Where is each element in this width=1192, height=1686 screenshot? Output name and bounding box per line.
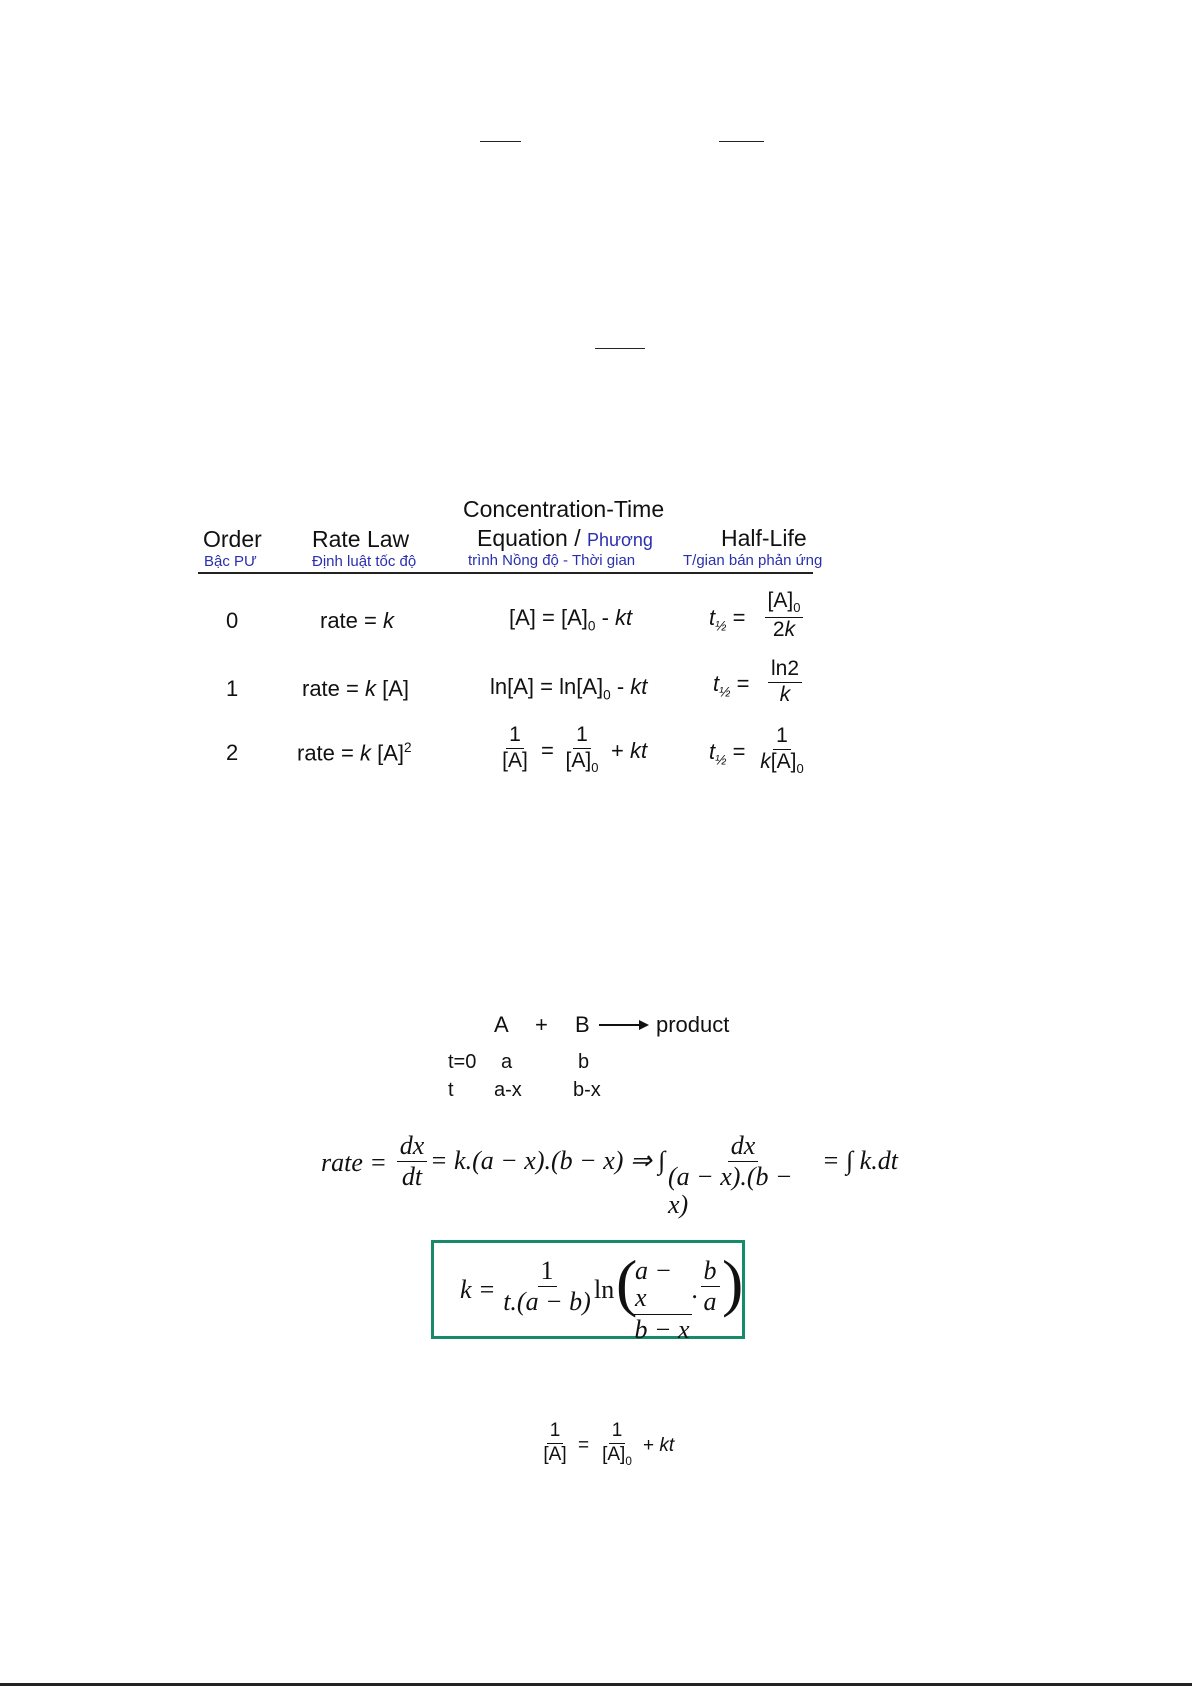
- header-half-life-sub: T/gian bán phản ứng: [683, 552, 823, 569]
- bottom-eq-frac-rhs: $\frac{1}{[A]_0}$: [602, 1420, 632, 1468]
- header-order-sub: Bậc PƯ: [204, 553, 257, 570]
- bottom-eq-equals: =: [578, 1435, 590, 1456]
- rate-equation-lhs: rate =: [321, 1148, 387, 1177]
- reaction-t-a: a-x: [494, 1079, 522, 1101]
- reaction-plus: +: [535, 1012, 548, 1037]
- row-0-order: 0: [226, 608, 239, 633]
- header-conc-line2: [477, 525, 653, 553]
- row-2-eq-equals: =: [541, 738, 554, 763]
- row-0-half-life-frac: $\frac{[A]_0}{2k}$: [756, 590, 812, 641]
- reaction-t-label: t: [448, 1079, 454, 1101]
- reaction-B: B: [575, 1012, 590, 1037]
- reaction-t-b: b-x: [573, 1079, 601, 1101]
- row-2-eq-plus-kt: + kt: [611, 738, 648, 763]
- reaction-arrow-icon: [599, 1015, 649, 1035]
- top-rule-3: [595, 348, 645, 349]
- boxed-frac-2: $\frac{a - x}{b - x}$: [632, 1257, 692, 1343]
- header-rate-law-sub: Định luật tốc độ: [312, 553, 417, 570]
- reaction-A: A: [494, 1012, 509, 1037]
- row-2-eq-frac-lhs: $\frac{1}{[A]}$: [502, 723, 528, 773]
- row-2-eq-frac-rhs: $\frac{1}{[A]_0}$: [565, 723, 599, 776]
- rate-equation-dxdt: $\frac{dx}{dt}$: [394, 1132, 430, 1191]
- boxed-dot: .: [692, 1275, 699, 1304]
- boxed-k: k =: [460, 1275, 496, 1304]
- row-0-half-life-lhs: $t_{\frac{1}{2}}$ =: [709, 605, 746, 634]
- boxed-paren-close: ): [722, 1247, 744, 1318]
- header-order: Order: [203, 526, 262, 552]
- top-rule-2: [719, 141, 764, 142]
- header-half-life: Half-Life: [721, 525, 807, 551]
- bottom-eq-plus-kt: + kt: [643, 1435, 675, 1456]
- top-rule-1: [480, 141, 521, 142]
- reaction-t0-label: t=0: [448, 1051, 477, 1073]
- rate-equation-integrand: $\frac{dx}{(a - x).(b - x)}$: [668, 1131, 793, 1219]
- boxed-result: [431, 1240, 745, 1344]
- header-rate-law: Rate Law: [312, 526, 410, 552]
- row-1-half-life-lhs: $t_{\frac{1}{2}}$ =: [713, 671, 750, 700]
- bottom-eq-frac-lhs: $\frac{1}{[A]}$: [543, 1420, 567, 1465]
- row-1-half-life-frac: $\frac{\ln 2}{k}$: [762, 658, 808, 706]
- row-1-order: 1: [226, 676, 239, 701]
- reaction-t0-a: a: [501, 1051, 513, 1073]
- row-2-half-life-frac: $\frac{1}{k[A]_0}$: [760, 724, 804, 777]
- boxed-paren-open: (: [616, 1247, 638, 1318]
- header-conc-line2b: Phương: [586, 530, 653, 550]
- row-2-order: 2: [226, 740, 239, 765]
- row-2-rate-law: rate = k $[A]^2$: [297, 740, 412, 766]
- header-conc-line2a: Equation /: [477, 525, 581, 551]
- header-conc-line1: Concentration-Time: [463, 496, 665, 522]
- header-conc-sub: trình Nồng độ - Thời gian: [468, 552, 636, 569]
- row-1-equation: $\ln[A] = \ln[A]_0$ - kt: [490, 674, 648, 703]
- reaction-t0-b: b: [578, 1051, 590, 1073]
- rate-equation-rhs: = ∫ k.dt: [822, 1146, 898, 1175]
- table-header-rule: [198, 572, 813, 574]
- boxed-frac-1: $\frac{1}{t.(a - b)}$: [503, 1256, 591, 1317]
- row-1-rate-law: rate = k [A]: [302, 676, 409, 701]
- rate-equation-middle: = k.(a − x).(b − x) ⇒ ∫: [430, 1146, 666, 1175]
- row-0-equation: $[A] = [A]_0$ - kt: [509, 605, 633, 634]
- row-2-half-life-lhs: $t_{\frac{1}{2}}$ =: [709, 739, 746, 768]
- boxed-ln: ln: [594, 1275, 615, 1304]
- row-0-rate-law: rate = k: [320, 608, 394, 633]
- reaction-product: product: [656, 1012, 730, 1037]
- boxed-frac-3: $\frac{b}{a}$: [698, 1257, 722, 1316]
